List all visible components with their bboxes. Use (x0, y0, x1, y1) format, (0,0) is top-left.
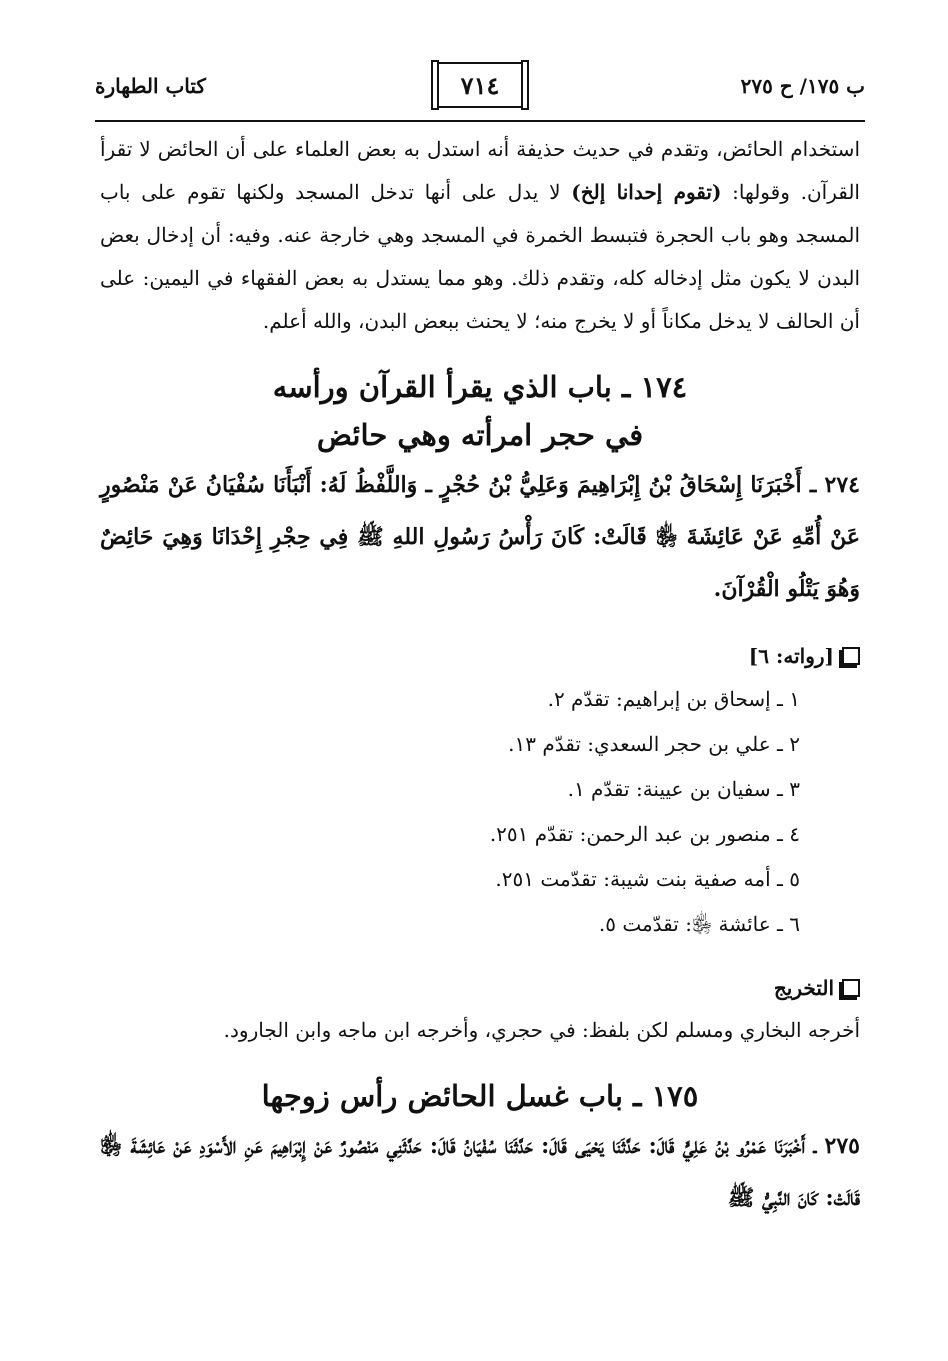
narrators-heading-text: [رواته: ٦] (748, 644, 834, 668)
page-number-frame (437, 62, 523, 108)
chapter-175-title: ١٧٥ ـ باب غسل الحائض رأس زوجها (261, 1079, 699, 1113)
takhrij-heading (100, 967, 860, 1009)
list-item: ٦ ـ عائشة ﵂: تقدّمت ٥. (598, 912, 800, 936)
chapter-174-title-line2: في حجر امرأته وهي حائض (316, 418, 644, 452)
chapter-174-title (100, 363, 860, 459)
page-header (95, 70, 865, 122)
page-number: ٧١٤ (460, 70, 500, 100)
page-content (100, 128, 860, 1224)
list-item: ٢ ـ علي بن حجر السعدي: تقدّم ١٣. (508, 732, 800, 756)
square-bullet-icon (842, 647, 860, 665)
takhrij-heading-text: التخريج (773, 976, 834, 1000)
narrators-list (100, 677, 860, 947)
list-item: ٣ ـ سفيان بن عيينة: تقدّم ١. (567, 777, 800, 801)
intro-text-a: استخدام الحائض، وتقدم في حديث حذيفة أنه استدل به بعض العلماء على أن الحائض لا تقرأ القرآن. وقولها: (100, 137, 860, 204)
chapter-174-title-line1: ١٧٤ ـ باب الذي يقرأ القرآن ورأسه (272, 370, 688, 404)
list-item: ٤ ـ منصور بن عبد الرحمن: تقدّم ٢٥١. (489, 822, 800, 846)
intro-quote: (تقوم إحدانا إلخ) (571, 180, 722, 204)
takhrij-text: أخرجه البخاري ومسلم لكن بلفظ: في حجري، وأخرجه ابن ماجه وابن الجارود. (223, 1018, 860, 1042)
list-item: ٥ ـ أمه صفية بنت شيبة: تقدّمت ٢٥١. (495, 867, 800, 891)
takhrij-section (100, 1009, 860, 1052)
narrators-heading (100, 635, 860, 677)
hadith-274: ٢٧٤ ـ أَخْبَرَنَا إِسْحَاقُ بْنُ إِبْرَاهِيمَ وَعَلِيُّ بْنُ حُجْرٍ ـ وَاللَّفْظُ لَهُ: أَنْبَأَنَا سُفْيَانُ عَنْ مَنْصُورٍ عَنْ أُمِّهِ عَنْ عَائِشَةَ ﵂ قَالَتْ: كَانَ رَأْسُ رَسُولِ اللهِ ﷺ فِي حِجْرِ إِحْدَانَا وَهِيَ حَائِضٌ وَهُوَ يَتْلُو الْقُرْآنَ. (100, 472, 860, 602)
intro-text-b: لا يدل على أنها تدخل المسجد ولكنها تقوم على باب المسجد وهو باب الحجرة فتبسط الخمرة في المسجد وهي خارجة عنه. وفيه: أن إدخال بعض البدن لا يكون مثل إدخاله كله، وتقدم ذلك. وهو مما يستدل به بعض الفقهاء في اليمين: على أن الحالف لا يدخل مكاناً أو لا يخرج منه؛ لا يحنث ببعض البدن، والله أعلم. (100, 180, 860, 333)
header-book-title: كتاب الطهارة (95, 74, 206, 98)
header-chapter-ref: ب ١٧٥/ ح ٢٧٥ (740, 74, 865, 98)
list-item: ١ ـ إسحاق بن إبراهيم: تقدّم ٢. (547, 687, 800, 711)
hadith-275: ٢٧٥ ـ أَخْبَرَنَا عَمْرُو بْنُ عَلِيٍّ قَالَ: حَدَّثَنَا يَحْيَى قَالَ: حَدَّثَنَا سُفْيَانُ قَالَ: حَدَّثَنِي مَنْصُورٌ عَنْ إِبْرَاهِيمَ عَنِ الأَسْوَدِ عَنْ عَائِشَةَ ﵂ قَالَتْ: كَانَ النَّبِيُّ ﷺ (100, 1133, 860, 1211)
square-bullet-icon (842, 979, 860, 997)
intro-paragraph (100, 128, 860, 343)
